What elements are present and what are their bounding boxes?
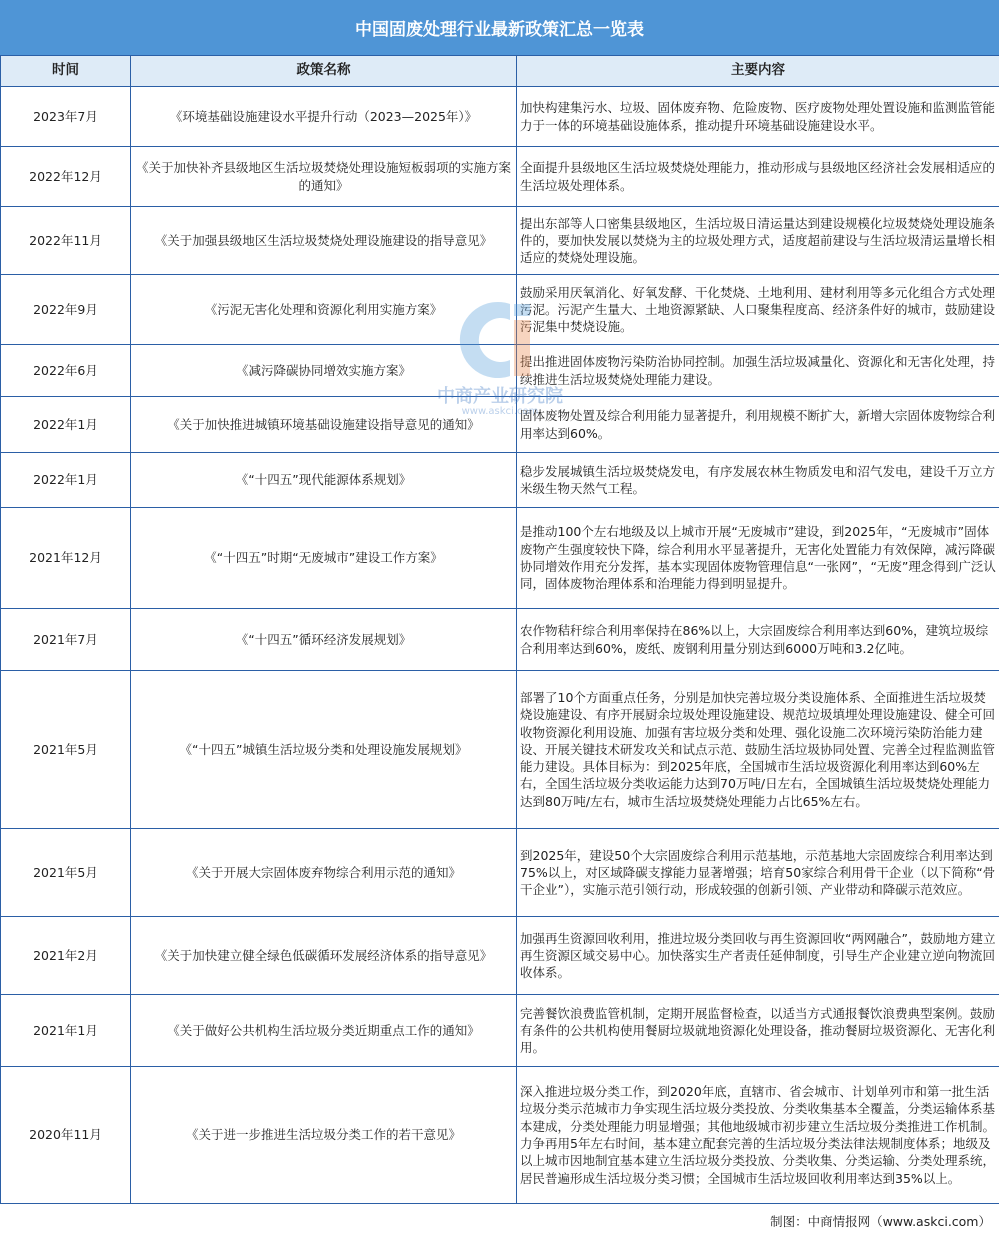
policy-table xyxy=(0,55,999,1204)
table-row xyxy=(1,345,999,397)
row-date: 2021年1月 xyxy=(1,995,131,1067)
row-policy-name: 《关于加快推进城镇环境基础设施建设指导意见的通知》 xyxy=(131,397,517,453)
row-date: 2022年12月 xyxy=(1,147,131,207)
row-date: 2022年1月 xyxy=(1,453,131,508)
row-policy-name: 《关于进一步推进生活垃圾分类工作的若干意见》 xyxy=(131,1067,517,1204)
table-row xyxy=(1,275,999,345)
row-policy-name: 《关于加快建立健全绿色低碳循环发展经济体系的指导意见》 xyxy=(131,917,517,995)
table-row xyxy=(1,671,999,829)
column-header-content: 主要内容 xyxy=(517,56,999,87)
row-content: 加强再生资源回收利用，推进垃圾分类回收与再生资源回收“两网融合”，鼓励地方建立再生资源区域交易中心。加快落实生产者责任延伸制度，引导生产企业建立逆向物流回收体系。 xyxy=(517,917,999,995)
table-row xyxy=(1,995,999,1067)
table-row xyxy=(1,508,999,609)
row-content: 全面提升县级地区生活垃圾焚烧处理能力，推动形成与县级地区经济社会发展相适应的生活垃圾处理体系。 xyxy=(517,147,999,207)
row-policy-name: 《污泥无害化处理和资源化利用实施方案》 xyxy=(131,275,517,345)
row-policy-name: 《“十四五”循环经济发展规划》 xyxy=(131,609,517,671)
table-row xyxy=(1,609,999,671)
row-date: 2021年5月 xyxy=(1,671,131,829)
table-row xyxy=(1,917,999,995)
table-row xyxy=(1,207,999,275)
table-row xyxy=(1,829,999,917)
row-content: 加快构建集污水、垃圾、固体废弃物、危险废物、医疗废物处理处置设施和监测监管能力于一体的环境基础设施体系，推动提升环境基础设施建设水平。 xyxy=(517,87,999,147)
table-row xyxy=(1,147,999,207)
row-date: 2022年1月 xyxy=(1,397,131,453)
table-row xyxy=(1,453,999,508)
row-content: 是推动100个左右地级及以上城市开展“无废城市”建设，到2025年，“无废城市”固体废物产生强度较快下降，综合利用水平显著提升，无害化处置能力有效保障，减污降碳协同增效作用充分发挥，基本实现固体废物管理信息“一张网”，“无废”理念得到广泛认同，固体废物治理体系和治理能力得到明显提升。 xyxy=(517,508,999,609)
column-header-date: 时间 xyxy=(1,56,131,87)
row-policy-name: 《关于加快补齐县级地区生活垃圾焚烧处理设施短板弱项的实施方案的通知》 xyxy=(131,147,517,207)
row-date: 2022年11月 xyxy=(1,207,131,275)
row-content: 到2025年，建设50个大宗固废综合利用示范基地，示范基地大宗固废综合利用率达到75%以上，对区域降碳支撑能力显著增强；培育50家综合利用骨干企业（以下简称“骨干企业”），实施示范引领行动，形成较强的创新引领、产业带动和降碳示范效应。 xyxy=(517,829,999,917)
row-content: 提出东部等人口密集县级地区，生活垃圾日清运量达到建设规模化垃圾焚烧处理设施条件的，要加快发展以焚烧为主的垃圾处理方式，适度超前建设与生活垃圾清运量增长相适应的焚烧处理设施。 xyxy=(517,207,999,275)
row-content: 提出推进固体废物污染防治协同控制。加强生活垃圾减量化、资源化和无害化处理，持续推进生活垃圾焚烧处理能力建设。 xyxy=(517,345,999,397)
row-content: 鼓励采用厌氧消化、好氧发酵、干化焚烧、土地利用、建材利用等多元化组合方式处理污泥。污泥产生量大、土地资源紧缺、人口聚集程度高、经济条件好的城市，鼓励建设污泥集中焚烧设施。 xyxy=(517,275,999,345)
watermark-text: 中商产业研究院 xyxy=(437,386,563,407)
row-content: 完善餐饮浪费监管机制，定期开展监督检查，以适当方式通报餐饮浪费典型案例。鼓励有条件的公共机构使用餐厨垃圾就地资源化处理设备，推动餐厨垃圾资源化、无害化利用。 xyxy=(517,995,999,1067)
table-row xyxy=(1,397,999,453)
row-date: 2023年7月 xyxy=(1,87,131,147)
row-policy-name: 《关于做好公共机构生活垃圾分类近期重点工作的通知》 xyxy=(131,995,517,1067)
page-title: 中国固废处理行业最新政策汇总一览表 xyxy=(0,0,999,55)
row-date: 2021年12月 xyxy=(1,508,131,609)
row-policy-name: 《关于加强县级地区生活垃圾焚烧处理设施建设的指导意见》 xyxy=(131,207,517,275)
row-date: 2022年9月 xyxy=(1,275,131,345)
row-content: 稳步发展城镇生活垃圾焚烧发电，有序发展农林生物质发电和沼气发电，建设千万立方米级生物天然气工程。 xyxy=(517,453,999,508)
watermark-url: www.askci.com xyxy=(461,406,539,417)
row-policy-name: 《环境基础设施建设水平提升行动（2023—2025年）》 xyxy=(131,87,517,147)
row-date: 2022年6月 xyxy=(1,345,131,397)
row-policy-name: 《“十四五”城镇生活垃圾分类和处理设施发展规划》 xyxy=(131,671,517,829)
row-policy-name: 《关于开展大宗固体废弃物综合利用示范的通知》 xyxy=(131,829,517,917)
footer-credit: 制图：中商情报网（www.askci.com） xyxy=(770,1214,991,1229)
row-date: 2021年5月 xyxy=(1,829,131,917)
table-row xyxy=(1,1067,999,1204)
column-header-name: 政策名称 xyxy=(131,56,517,87)
row-policy-name: 《“十四五”时期“无废城市”建设工作方案》 xyxy=(131,508,517,609)
row-content: 农作物秸秆综合利用率保持在86%以上，大宗固废综合利用率达到60%，建筑垃圾综合利用率达到60%，废纸、废钢利用量分别达到6000万吨和3.2亿吨。 xyxy=(517,609,999,671)
row-policy-name: 《减污降碳协同增效实施方案》 xyxy=(131,345,517,397)
row-content: 部署了10个方面重点任务，分别是加快完善垃圾分类设施体系、全面推进生活垃圾焚烧设施建设、有序开展厨余垃圾处理设施建设、规范垃圾填埋处理设施建设、健全可回收物资源化利用设施、加强有害垃圾分类和处理、强化设施二次环境污染防治能力建设、开展关键技术研发攻关和试点示范、鼓励生活垃圾协同处置、完善全过程监测监管能力建设。具体目标为：到2025年底，全国城市生活垃圾资源化利用率达到60%左右，全国生活垃圾分类收运能力达到70万吨/日左右，全国城镇生活垃圾焚烧处理能力达到80万吨/左右，城市生活垃圾焚烧处理能力占比65%左右。 xyxy=(517,671,999,829)
table-row xyxy=(1,87,999,147)
row-date: 2021年7月 xyxy=(1,609,131,671)
row-policy-name: 《“十四五”现代能源体系规划》 xyxy=(131,453,517,508)
row-date: 2021年2月 xyxy=(1,917,131,995)
row-content: 固体废物处置及综合利用能力显著提升，利用规模不断扩大，新增大宗固体废物综合利用率达到60%。 xyxy=(517,397,999,453)
row-content: 深入推进垃圾分类工作，到2020年底，直辖市、省会城市、计划单列市和第一批生活垃圾分类示范城市力争实现生活垃圾分类投放、分类收集基本全覆盖，分类运输体系基本建成，分类处理能力明显增强；其他地级城市初步建立生活垃圾分类推进工作机制。力争再用5年左右时间，基本建立配套完善的生活垃圾分类法律法规制度体系；地级及以上城市因地制宜基本建立生活垃圾分类投放、分类收集、分类运输、分类处理系统，居民普遍形成生活垃圾分类习惯；全国城市生活垃圾回收利用率达到35%以上。 xyxy=(517,1067,999,1204)
row-date: 2020年11月 xyxy=(1,1067,131,1204)
table-header-row xyxy=(1,56,999,87)
